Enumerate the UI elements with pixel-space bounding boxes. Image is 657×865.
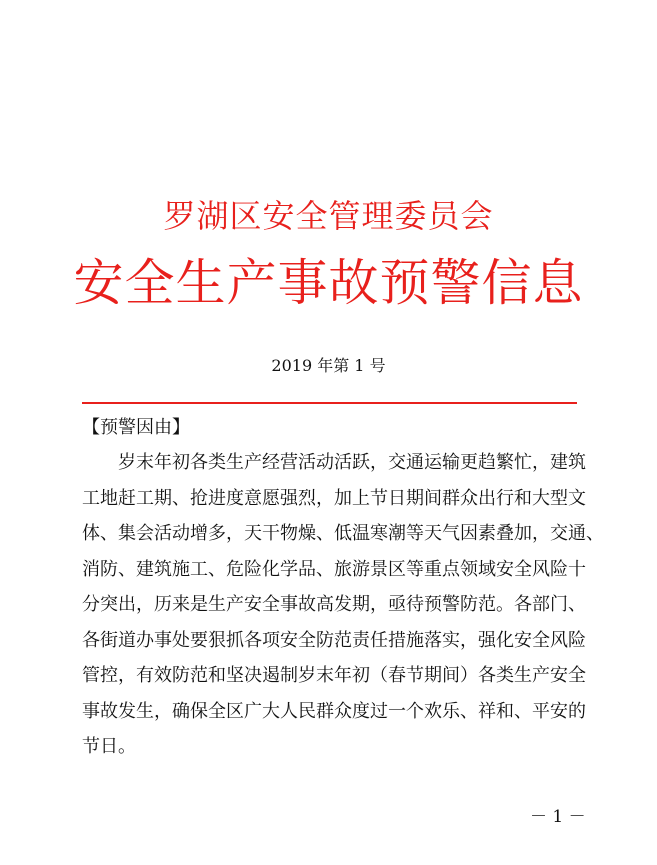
issue-number: 2019 年第 1 号	[271, 356, 386, 375]
paragraph-line: 事故发生，确保全区广大人民群众度过一个欢乐、祥和、平安的	[82, 700, 586, 722]
paragraph-line: 岁末年初各类生产经营活动活跃，交通运输更趋繁忙，建筑	[118, 452, 586, 473]
paragraph-line: 体、集会活动增多，天干物燥、低温寒潮等天气因素叠加，交通、	[82, 523, 604, 544]
paragraph-line: 节日。	[82, 736, 136, 757]
paragraph-line: 分突出，历来是生产安全事故高发期，亟待预警防范。各部门、	[82, 594, 586, 615]
paragraph-line: 消防、建筑施工、危险化学品、旅游景区等重点领域安全风险十	[82, 558, 586, 580]
warning-reason-paragraph	[82, 445, 604, 765]
page-number: － 1 －	[530, 807, 586, 827]
document-title: 安全生产事故预警信息	[73, 254, 584, 312]
section-heading: 【预警因由】	[82, 417, 190, 438]
paragraph-line: 管控，有效防范和坚决遏制岁末年初（春节期间）各类生产安全	[82, 665, 586, 686]
issuing-organization: 罗湖区安全管理委员会	[163, 197, 494, 235]
paragraph-line: 各街道办事处要狠抓各项安全防范责任措施落实，强化安全风险	[82, 629, 586, 651]
paragraph-line: 工地赶工期、抢进度意愿强烈，加上节日期间群众出行和大型文	[82, 487, 586, 509]
red-divider-line	[82, 402, 577, 404]
